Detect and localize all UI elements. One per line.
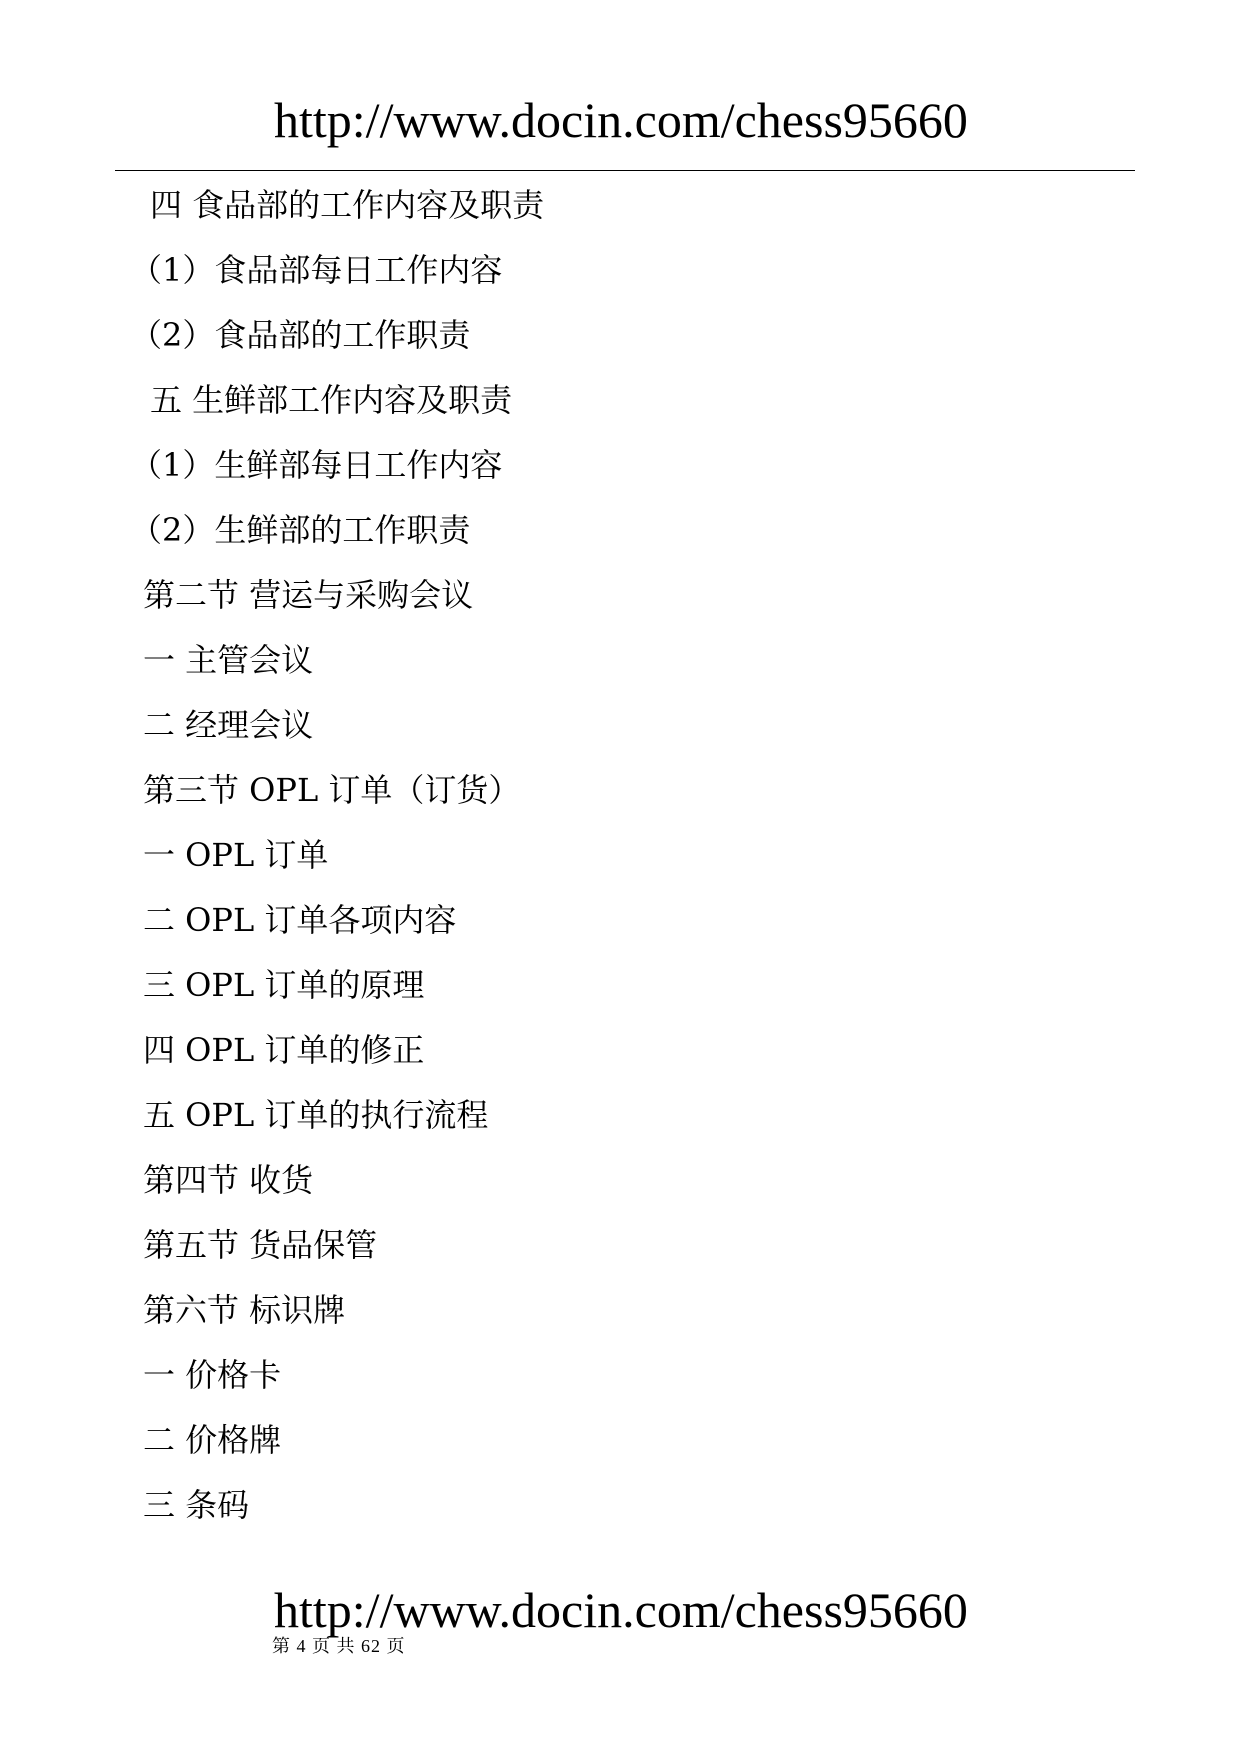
page-number: 第 4 页 共 62 页 <box>272 1636 406 1656</box>
toc-item: 第六节 标识牌 <box>143 1291 346 1329</box>
toc-item: 第三节 OPL 订单（订货） <box>143 771 521 809</box>
toc-item: 一 价格卡 <box>143 1356 282 1394</box>
toc-item: 一 主管会议 <box>143 641 314 679</box>
toc-item: 二 OPL 订单各项内容 <box>143 901 457 939</box>
toc-item: 第五节 货品保管 <box>143 1226 378 1264</box>
toc-item: 二 价格牌 <box>143 1421 282 1459</box>
toc-item: （1）生鲜部每日工作内容 <box>130 446 503 484</box>
toc-item: 三 OPL 订单的原理 <box>143 966 425 1004</box>
toc-item: （2）生鲜部的工作职责 <box>130 511 471 549</box>
toc-item: （2）食品部的工作职责 <box>130 316 471 354</box>
header-divider <box>115 170 1135 171</box>
toc-item: 第二节 营运与采购会议 <box>143 576 474 614</box>
toc-item: 第四节 收货 <box>143 1161 314 1199</box>
toc-item: 四 OPL 订单的修正 <box>143 1031 425 1069</box>
toc-item: （1）食品部每日工作内容 <box>130 251 503 289</box>
footer-url: http://www.docin.com/chess95660 <box>274 1582 968 1638</box>
toc-item: 三 条码 <box>143 1486 250 1524</box>
toc-item: 二 经理会议 <box>143 706 314 744</box>
toc-item: 五 OPL 订单的执行流程 <box>143 1096 489 1134</box>
header-url: http://www.docin.com/chess95660 <box>274 92 968 148</box>
toc-item: 五 生鲜部工作内容及职责 <box>150 381 513 419</box>
toc-item: 一 OPL 订单 <box>143 836 329 874</box>
toc-item: 四 食品部的工作内容及职责 <box>150 186 545 224</box>
